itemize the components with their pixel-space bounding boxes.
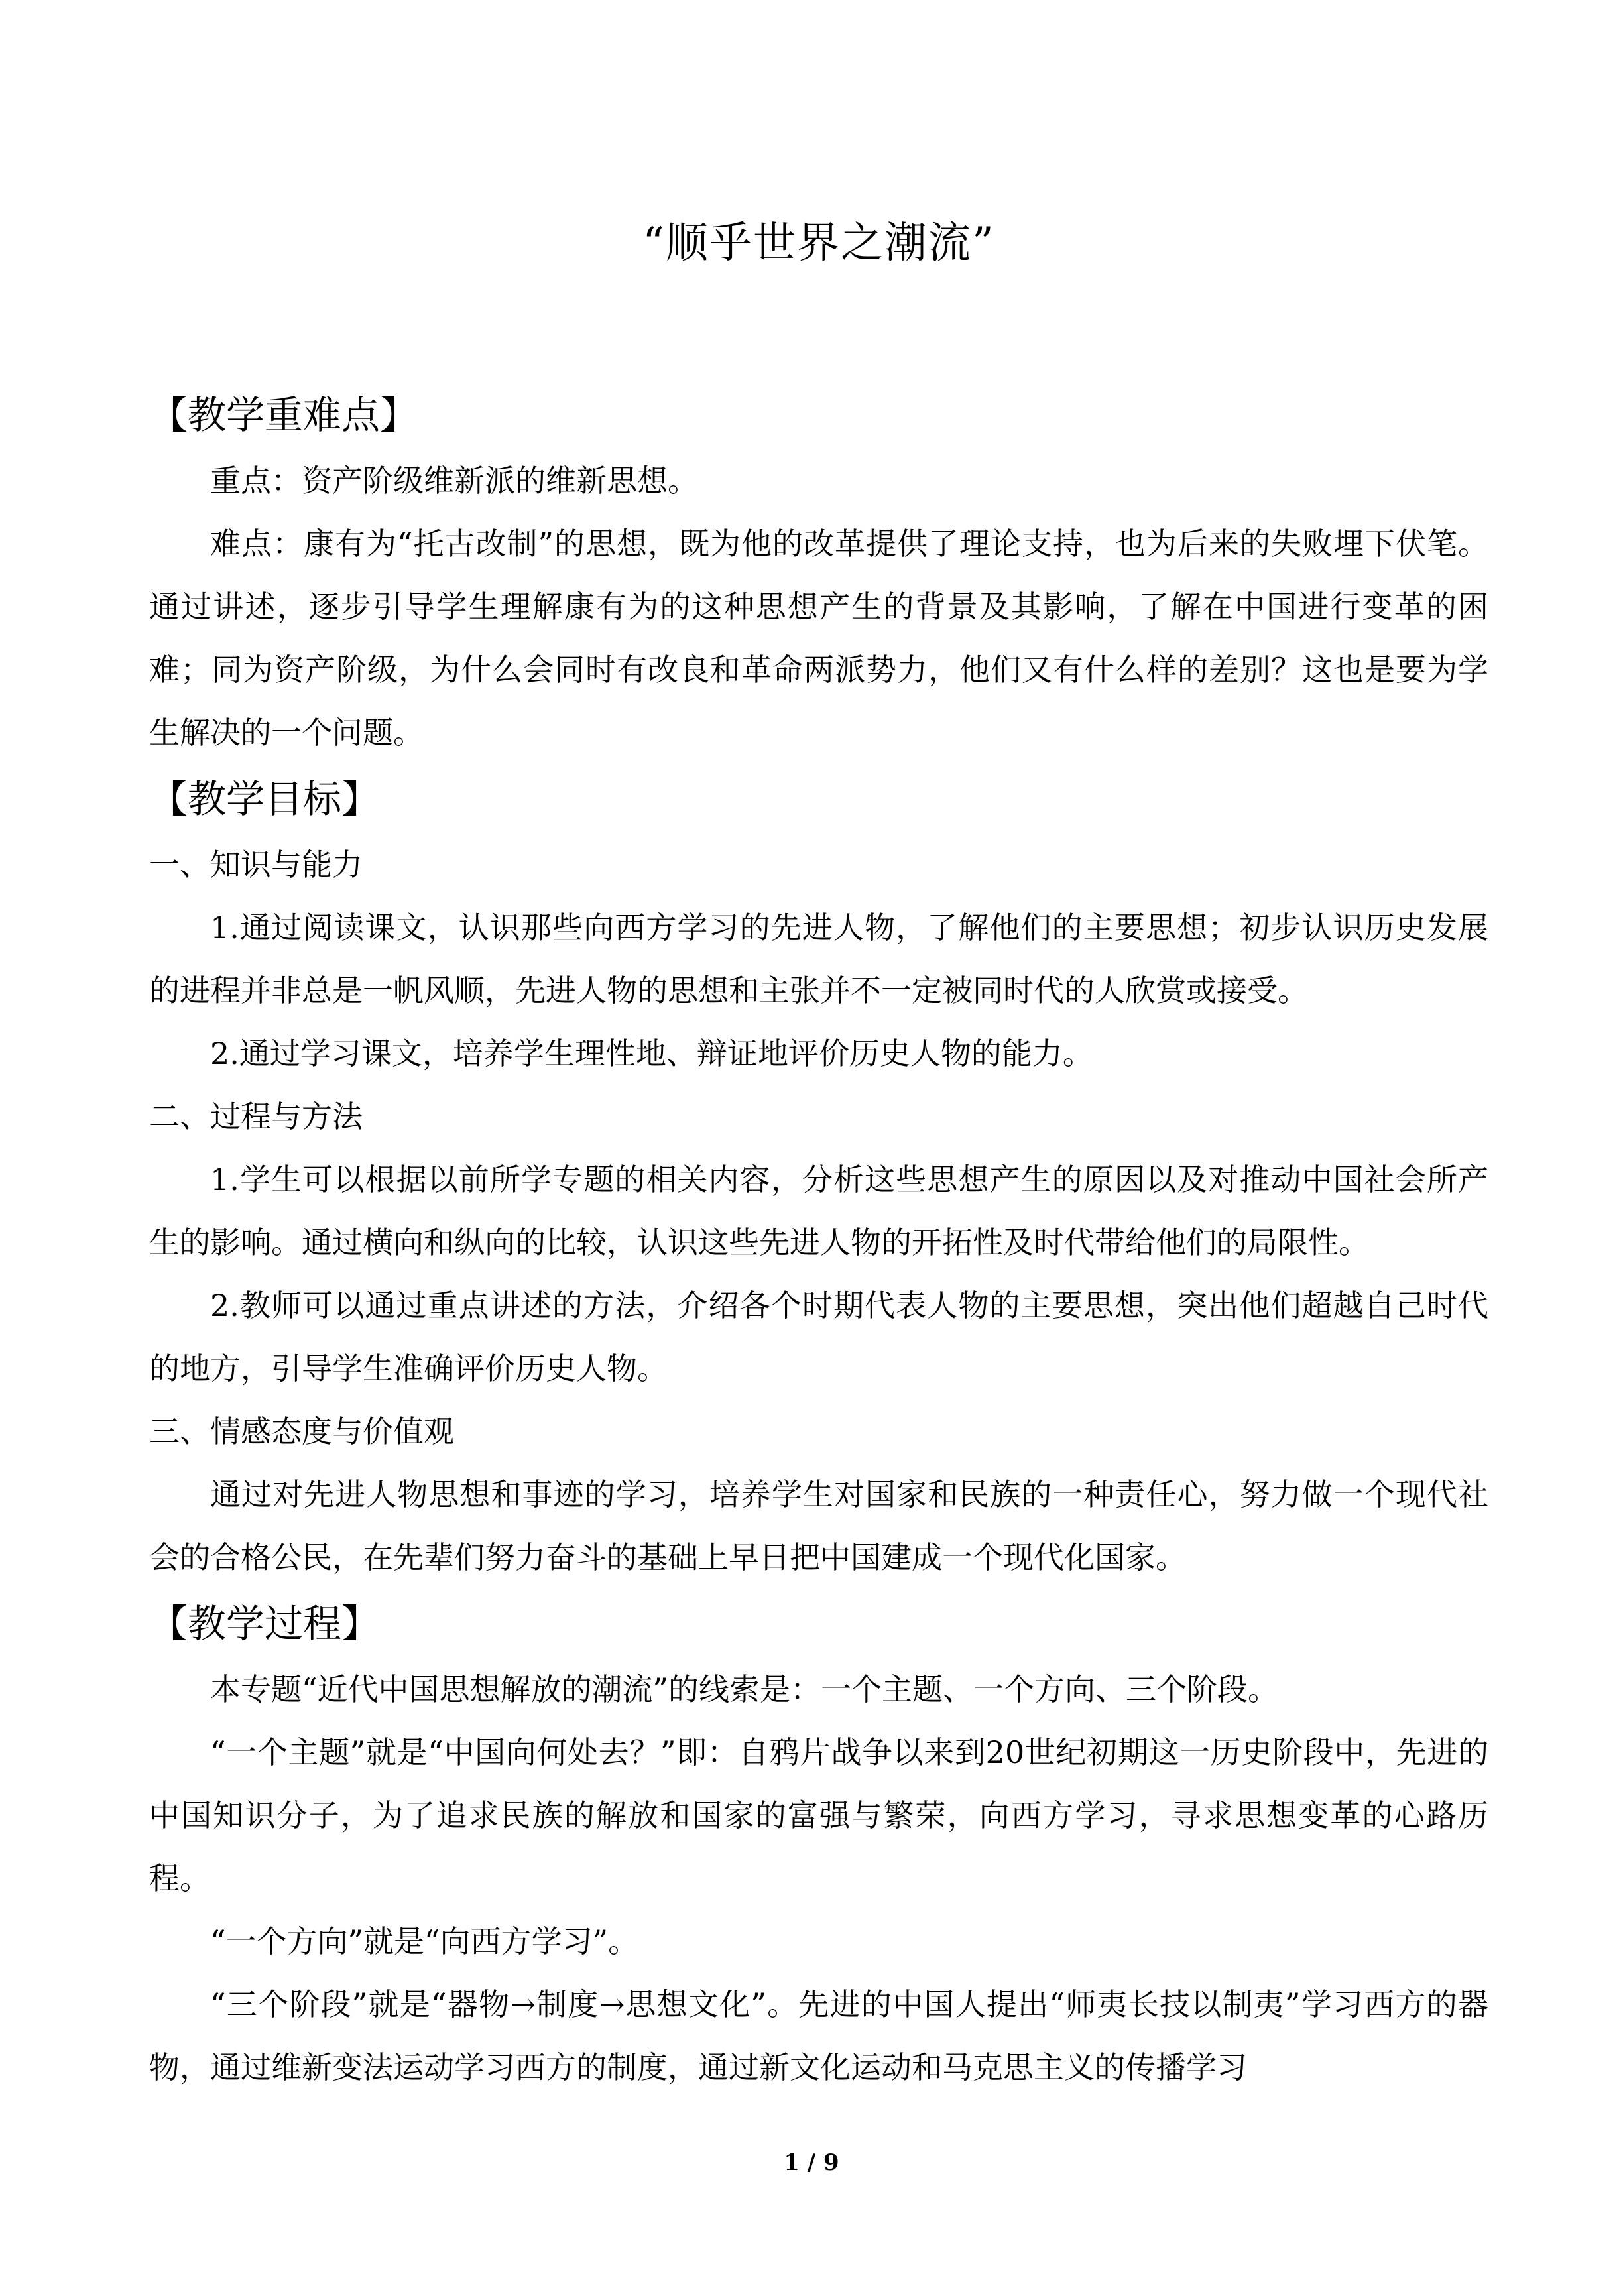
paragraph-process-2: 2.教师可以通过重点讲述的方法，介绍各个时期代表人物的主要思想，突出他们超越自己时代的地方，引导学生准确评价历史人物。	[149, 1288, 1488, 1386]
section-heading-key-points: 【教学重难点】	[149, 393, 419, 438]
paragraph-knowledge-2: 2.通过学习课文，培养学生理性地、辩证地评价历史人物的能力。	[210, 1036, 1093, 1071]
paragraph-one-theme: “一个主题”就是“中国向何处去？”即：自鸦片战争以来到20世纪初期这一历史阶段中，先进的中国知识分子，为了追求民族的解放和国家的富强与繁荣，向西方学习，寻求思想变革的心路历程。	[149, 1734, 1488, 1896]
subheading-knowledge-ability: 一、知识与能力	[149, 847, 363, 882]
paragraph-three-stages: “三个阶段”就是“器物→制度→思想文化”。先进的中国人提出“师夷长技以制夷”学习西方的器物，通过维新变法运动学习西方的制度，通过新文化运动和马克思主义的传播学习	[149, 1986, 1488, 2085]
page-number: 1 / 9	[784, 2149, 839, 2176]
document-body	[149, 381, 1488, 2099]
section-heading-process: 【教学过程】	[149, 1601, 381, 1646]
document-title: “顺乎世界之潮流”	[642, 219, 995, 268]
paragraph-knowledge-1: 1.通过阅读课文，认识那些向西方学习的先进人物，了解他们的主要思想；初步认识历史发展的进程并非总是一帆风顺，先进人物的思想和主张并不一定被同时代的人欣赏或接受。	[149, 910, 1488, 1008]
paragraph-key-point: 重点：资产阶级维新派的维新思想。	[210, 463, 698, 499]
paragraph-attitude: 通过对先进人物思想和事迹的学习，培养学生对国家和民族的一种责任心，努力做一个现代社会的合格公民，在先辈们努力奋斗的基础上早日把中国建成一个现代化国家。	[149, 1477, 1488, 1575]
section-heading-objectives: 【教学目标】	[149, 776, 381, 821]
subheading-attitude-values: 三、情感态度与价值观	[149, 1414, 454, 1449]
subheading-process-method: 二、过程与方法	[149, 1099, 363, 1134]
paragraph-one-direction: “一个方向”就是“向西方学习”。	[210, 1923, 639, 1959]
paragraph-clue: 本专题“近代中国思想解放的潮流”的线索是：一个主题、一个方向、三个阶段。	[210, 1671, 1279, 1707]
paragraph-difficulty: 难点：康有为“托古改制”的思想，既为他的改革提供了理论支持，也为后来的失败埋下伏笔。通过讲述，逐步引导学生理解康有为的这种思想产生的背景及其影响，了解在中国进行变革的困难；同为资产阶级，为什么会同时有改良和革命两派势力，他们又有什么样的差别？这也是要为学生解决的一个问题。	[149, 526, 1488, 751]
paragraph-process-1: 1.学生可以根据以前所学专题的相关内容，分析这些思想产生的原因以及对推动中国社会所产生的影响。通过横向和纵向的比较，认识这些先进人物的开拓性及时代带给他们的局限性。	[149, 1162, 1488, 1260]
document-page	[149, 0, 1488, 2296]
